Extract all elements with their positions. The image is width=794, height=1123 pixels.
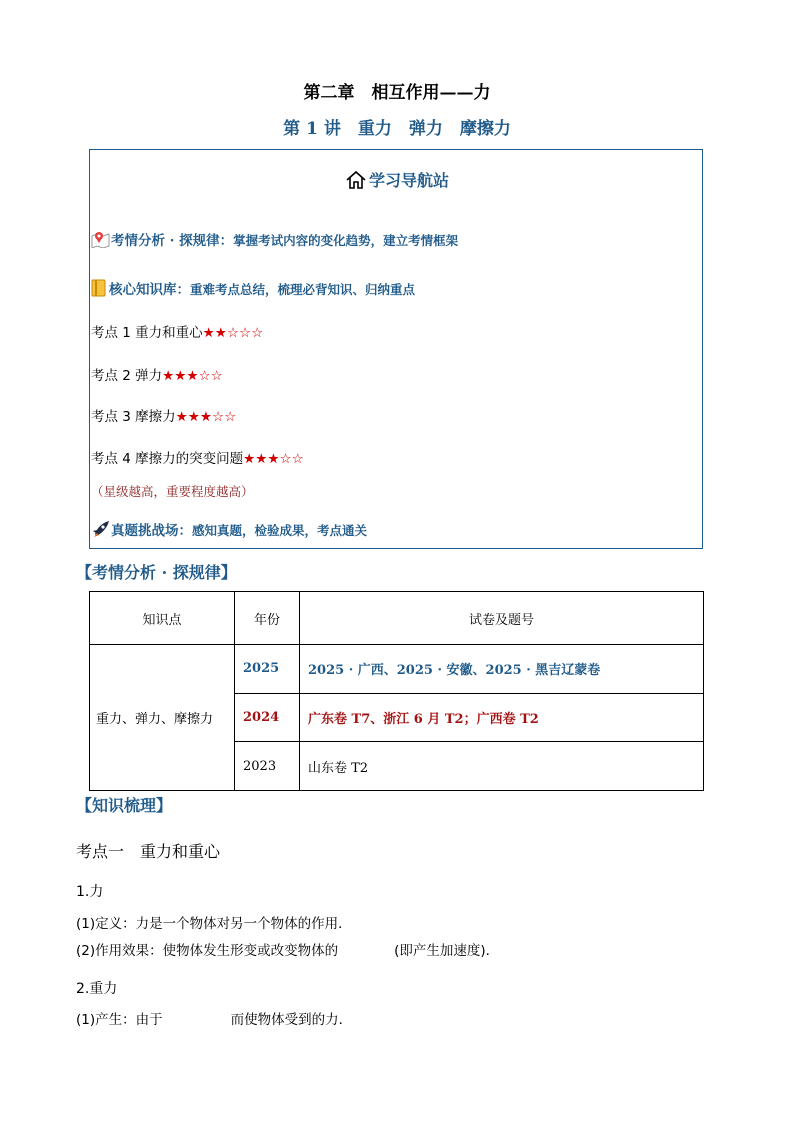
home-icon <box>345 170 367 190</box>
star-rating: ★★☆☆☆ <box>202 325 264 341</box>
nav-point-3: 考点 3 摩擦力★★★☆☆ <box>91 409 237 425</box>
nav-point-2: 考点 2 弹力★★★☆☆ <box>91 368 223 384</box>
star-note: （星级越高，重要程度越高） <box>91 484 254 499</box>
force-definition: (1)定义：力是一个物体对另一个物体的作用． <box>76 916 352 932</box>
nav-line-exam-analysis: 考情分析 · 探规律：掌握考试内容的变化趋势，建立考情框架 <box>91 229 458 249</box>
nav-line-real-exam: 真题挑战场：感知真题，检验成果，考点通关 <box>91 519 367 539</box>
papers-cell: 2025 · 广西、2025 · 安徽、2025 · 黑吉辽蒙卷 <box>300 645 704 694</box>
gravity-heading: 2.重力 <box>76 981 118 997</box>
table-row <box>90 645 704 694</box>
star-rating: ★★★☆☆ <box>162 368 223 384</box>
year-cell: 2024 <box>235 693 300 742</box>
papers-cell: 山东卷 T2 <box>300 742 704 791</box>
nav-point-4: 考点 4 摩擦力的突变问题★★★☆☆ <box>91 451 304 467</box>
header-topic: 知识点 <box>90 592 235 645</box>
gravity-cause: (1)产生：由于 而使物体受到的力． <box>76 1012 353 1028</box>
rocket-icon <box>91 520 111 538</box>
force-heading: 1.力 <box>76 884 104 900</box>
lecture-title: 第 1 讲 重力 弹力 摩擦力 <box>283 119 511 139</box>
papers-cell: 广东卷 T7、浙江 6 月 T2；广西卷 T2 <box>300 693 704 742</box>
nav-point-1: 考点 1 重力和重心★★☆☆☆ <box>91 325 264 341</box>
header-year: 年份 <box>235 592 300 645</box>
exam-table <box>89 591 704 791</box>
table-header-row <box>90 592 704 645</box>
nav-line-core-knowledge: 核心知识库：重难考点总结，梳理必背知识、归纳重点 <box>91 278 415 298</box>
book-icon <box>91 279 107 297</box>
header-papers: 试卷及题号 <box>300 592 704 645</box>
kp1-title: 考点一 重力和重心 <box>76 842 221 861</box>
nav-title-row <box>0 168 794 191</box>
year-cell: 2023 <box>235 742 300 791</box>
star-rating: ★★★☆☆ <box>243 451 304 467</box>
section-knowledge: 【知识梳理】 <box>76 796 173 815</box>
topic-cell: 重力、弹力、摩擦力 <box>90 645 235 791</box>
year-cell: 2025 <box>235 645 300 694</box>
section-exam-analysis: 【考情分析 · 探规律】 <box>76 563 237 582</box>
map-pin-icon <box>91 230 111 248</box>
nav-title: 学习导航站 <box>368 171 449 190</box>
chapter-title: 第二章 相互作用——力 <box>303 83 491 103</box>
star-rating: ★★★☆☆ <box>175 409 237 425</box>
force-effect: (2)作用效果：使物体发生形变或改变物体的 (即产生加速度)． <box>76 943 500 959</box>
